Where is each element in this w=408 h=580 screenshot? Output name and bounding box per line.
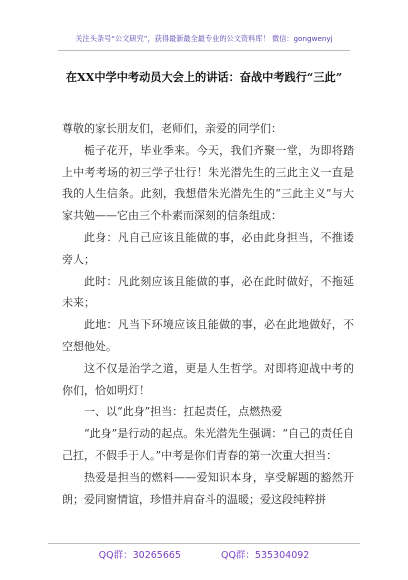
paragraph: 这不仅是治学之道，更是人生哲学。对即将迎战中考的你们，恰如明灯！ [62,361,354,397]
paragraph: 栀子花开，毕业季来。今天，我们齐聚一堂，为即将踏上中考考场的初三学子壮行！朱光潜先生的三此主义一直是我的人生信条。此刻，我想借朱光潜先生的“三此主义”与大家共勉——它由三个朴素而深刻的信条组成： [62,143,354,223]
paragraph: 此身：凡自己应该且能做的事，必由此身担当，不推诿旁人； [62,230,354,266]
header-divider [58,50,350,51]
paragraph: 热爱是担当的燃料——爱知识本身，享受解题的豁然开朗；爱同窗情谊，珍惜并肩奋斗的温暖；爱这段纯粹拼 [62,470,354,506]
salutation: 尊敬的家长朋友们，老师们，亲爱的同学们： [62,122,282,135]
qq-group-1: QQ群：30265665 [98,550,181,561]
header-promo-text: 关注头条号“公文研究”，获得最新最全最专业的公文资料库！ 微信：gongwenyj [75,34,333,43]
footer [0,547,408,561]
paragraph: 此地：凡当下环境应该且能做的事，必在此地做好，不空想他处。 [62,318,354,353]
section-heading: 一、以“此身”担当：扛起责任，点燃热爱 [84,405,283,419]
paragraph: 此时：凡此刻应该且能做的事，必在此时做好，不拖延未来； [62,274,354,310]
document-body [62,118,354,510]
paragraph: “此身”是行动的起点。朱光潜先生强调：“自己的责任自己扛，不假手于人。”中考是你们青春的第一次重大担当： [62,427,354,462]
document-title: 在XX中学中考动员大会上的讲话：奋战中考践行“三此” [65,70,343,84]
qq-group-2: QQ群：535304092 [220,550,310,561]
footer-divider [48,543,360,544]
